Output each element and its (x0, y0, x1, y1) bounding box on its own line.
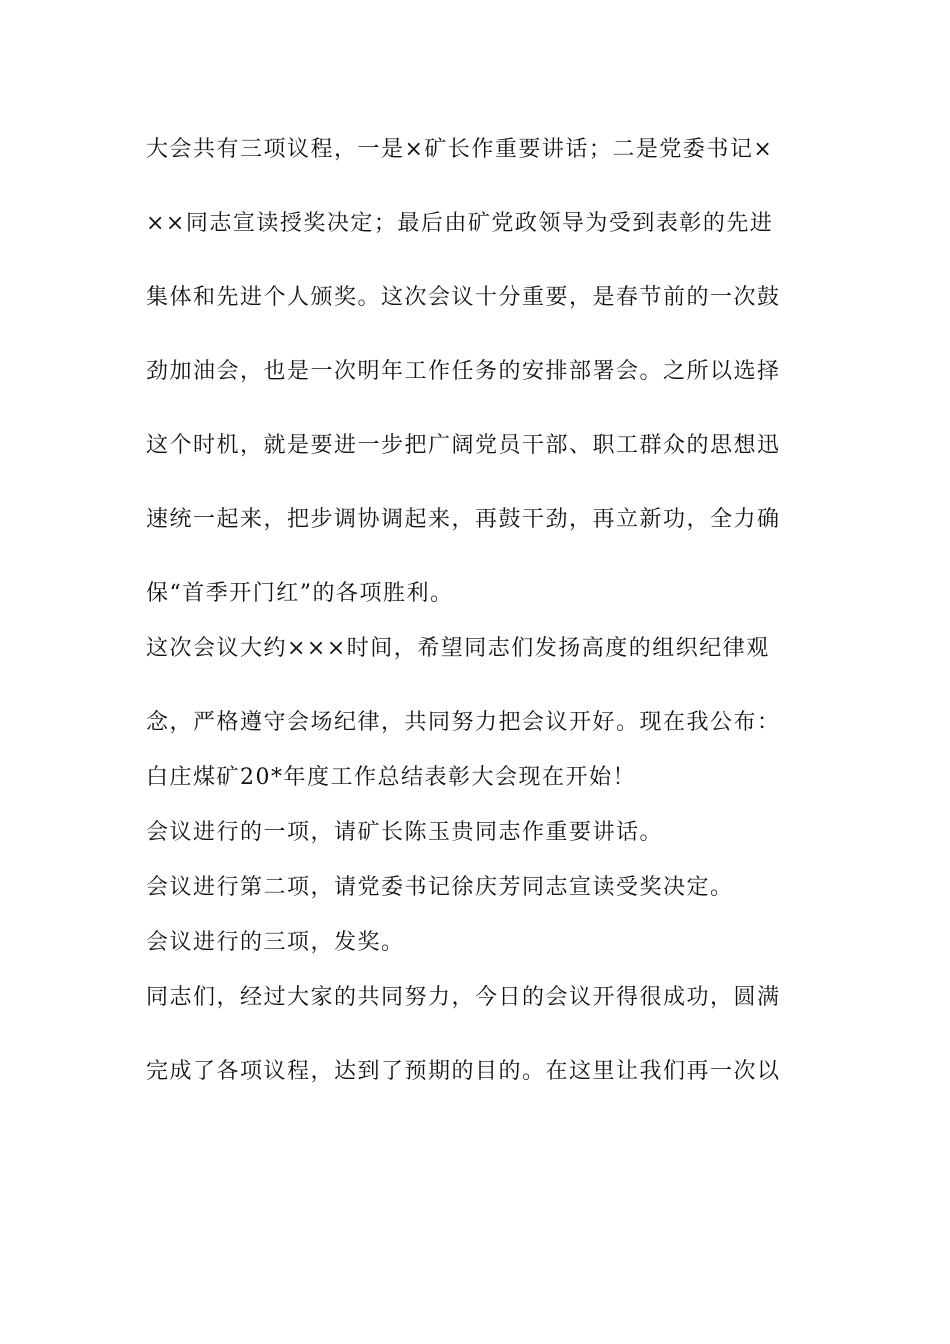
paragraph (146, 869, 816, 906)
text-line: 大会共有三项议程，一是×矿长作重要讲话；二是党委书记× (146, 137, 774, 162)
paragraph (146, 924, 816, 961)
text-line: 会议进行的一项，请矿长陈玉贵同志作重要讲话。 (146, 820, 664, 845)
paragraph (146, 979, 816, 1090)
text-line: 会议进行第二项，请党委书记徐庆芳同志宣读受奖决定。 (146, 875, 734, 900)
text-line: 会议进行的三项，发奖。 (146, 930, 405, 955)
text-line: ××同志宣读授奖决定；最后由矿党政领导为受到表彰的先进 (146, 211, 774, 236)
text-line: 劲加油会，也是一次明年工作任务的安排部署会。之所以选择 (146, 359, 781, 384)
text-line: 这次会议大约×××时间，希望同志们发扬高度的组织纪律观 (146, 636, 770, 661)
text-line: 速统一起来，把步调协调起来，再鼓干劲，再立新功，全力确 (146, 507, 781, 532)
text-line: 念，严格遵守会场纪律，共同努力把会议开好。现在我公布： (146, 710, 781, 735)
document-body (146, 131, 816, 1090)
text-line: 同志们，经过大家的共同努力，今日的会议开得很成功，圆满 (146, 985, 781, 1010)
text-line: 白庄煤矿20*年度工作总结表彰大会现在开始！ (146, 765, 636, 790)
text-line: 完成了各项议程，达到了预期的目的。在这里让我们再一次以 (146, 1059, 781, 1084)
paragraph (146, 814, 816, 851)
text-line: 保“首季开门红”的各项胜利。 (146, 581, 454, 606)
paragraph (146, 630, 816, 741)
paragraph (146, 131, 816, 612)
text-line: 这个时机，就是要进一步把广阔党员干部、职工群众的思想迅 (146, 433, 781, 458)
paragraph (146, 759, 816, 796)
text-line: 集体和先进个人颁奖。这次会议十分重要，是春节前的一次鼓 (146, 285, 781, 310)
